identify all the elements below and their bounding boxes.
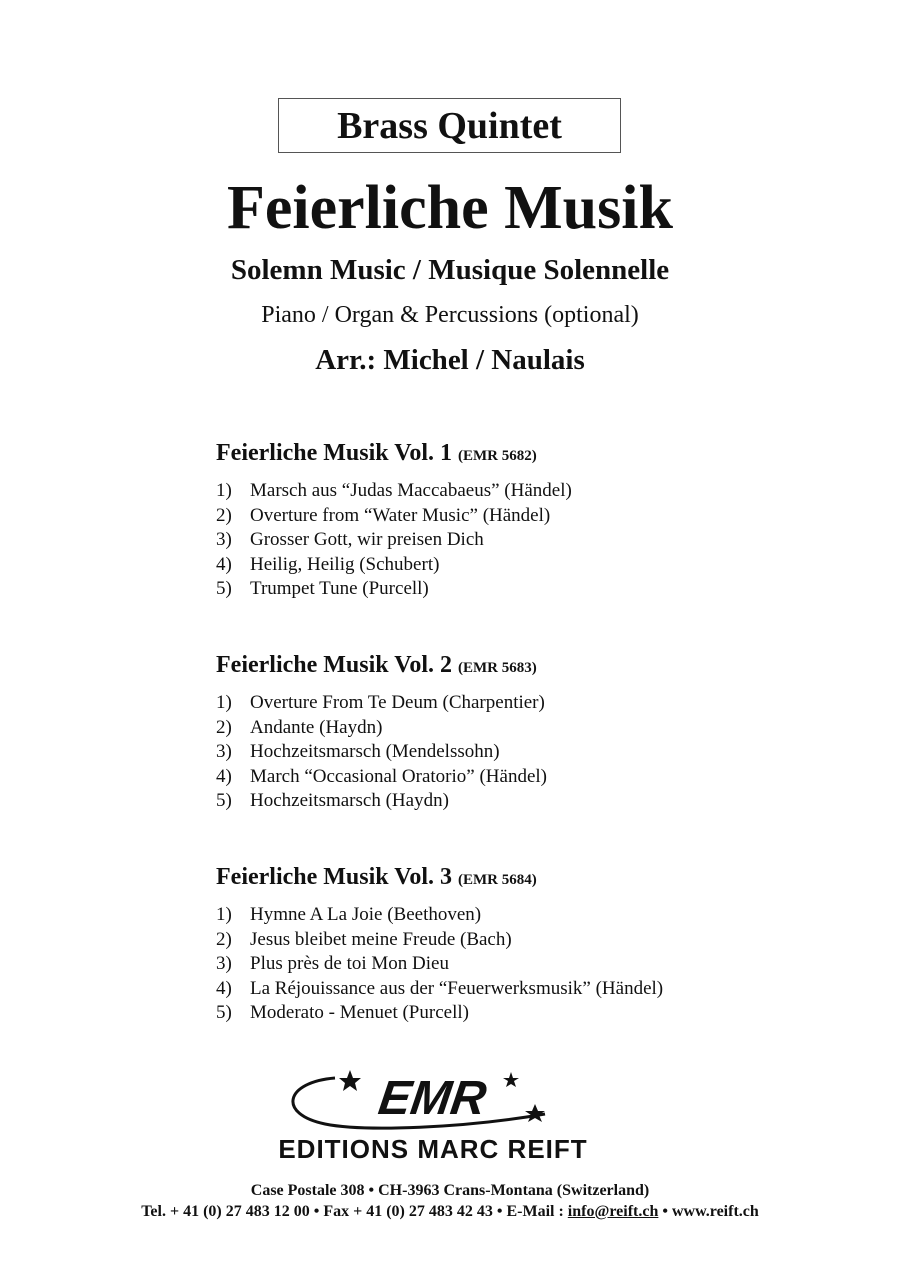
star-icon — [503, 1072, 519, 1087]
list-item — [216, 553, 836, 578]
list-item — [216, 903, 836, 928]
list-item — [216, 765, 836, 790]
track-number: 3) — [216, 953, 232, 974]
list-item — [216, 928, 836, 953]
volume-code: (EMR 5683) — [458, 660, 537, 676]
track-number: 4) — [216, 765, 232, 787]
track-number: 5) — [216, 578, 232, 599]
track-title: Hymne A La Joie (Beethoven) — [250, 904, 482, 925]
volume-code: (EMR 5684) — [458, 872, 537, 888]
list-item — [216, 789, 836, 814]
website-text: • www.reift.ch — [658, 1203, 759, 1220]
track-title: Heilig, Heilig (Schubert) — [250, 553, 440, 575]
track-number: 1) — [216, 692, 232, 713]
track-list — [216, 479, 836, 602]
track-title: Trumpet Tune (Purcell) — [250, 578, 429, 599]
list-item — [216, 504, 836, 529]
track-number: 5) — [216, 1002, 232, 1023]
volume-3 — [216, 862, 836, 1026]
volume-heading — [216, 862, 836, 895]
volume-title: Feierliche Musik Vol. 3 — [216, 864, 452, 890]
volume-heading — [216, 650, 836, 683]
ensemble-box — [278, 98, 621, 153]
volume-1 — [216, 438, 836, 602]
page-title: Feierliche Musik — [227, 174, 673, 242]
email-link[interactable]: info@reift.ch — [567, 1203, 659, 1220]
emr-logo — [215, 1066, 655, 1166]
track-title: Andante (Haydn) — [250, 716, 383, 738]
track-number: 5) — [216, 790, 232, 811]
track-number: 1) — [216, 904, 232, 925]
track-title: Overture From Te Deum (Charpentier) — [250, 692, 545, 713]
track-title: March “Occasional Oratorio” (Händel) — [250, 765, 547, 787]
volume-title: Feierliche Musik Vol. 1 — [216, 440, 452, 466]
track-title: La Réjouissance aus der “Feuerwerksmusik” (Händel) — [250, 977, 664, 999]
track-number: 2) — [216, 504, 232, 526]
star-icon — [339, 1070, 361, 1091]
track-title: Hochzeitsmarsch (Mendelssohn) — [250, 741, 500, 762]
publisher-logo — [215, 1066, 655, 1166]
track-number: 3) — [216, 529, 232, 550]
list-item — [216, 977, 836, 1002]
list-item — [216, 479, 836, 504]
publisher-contact — [0, 1202, 900, 1222]
ensemble-label: Brass Quintet — [337, 104, 562, 147]
list-item — [216, 740, 836, 765]
track-list — [216, 903, 836, 1026]
list-item — [216, 716, 836, 741]
track-number: 2) — [216, 716, 232, 738]
track-title: Jesus bleibet meine Freude (Bach) — [250, 928, 512, 950]
list-item — [216, 691, 836, 716]
track-number: 4) — [216, 977, 232, 999]
volume-title: Feierliche Musik Vol. 2 — [216, 652, 452, 678]
publisher-address: Case Postale 308 • CH-3963 Crans-Montana (Switzerland) — [250, 1182, 650, 1199]
logo-text: EMR — [375, 1071, 490, 1125]
track-title: Hochzeitsmarsch (Haydn) — [250, 790, 449, 811]
publisher-name: EDITIONS MARC REIFT — [278, 1134, 588, 1164]
subtitle: Solemn Music / Musique Solennelle — [230, 254, 670, 286]
track-title: Grosser Gott, wir preisen Dich — [250, 529, 484, 550]
volume-heading — [216, 438, 836, 471]
list-item — [216, 577, 836, 602]
instrumentation: Piano / Organ & Percussions (optional) — [261, 302, 639, 328]
star-icon — [525, 1104, 545, 1122]
track-number: 1) — [216, 480, 232, 501]
track-title: Plus près de toi Mon Dieu — [250, 953, 449, 974]
track-title: Moderato - Menuet (Purcell) — [250, 1002, 469, 1023]
track-number: 2) — [216, 928, 232, 950]
arranger: Arr.: Michel / Naulais — [315, 344, 585, 376]
list-item — [216, 1001, 836, 1026]
track-list — [216, 691, 836, 814]
track-number: 3) — [216, 741, 232, 762]
volume-code: (EMR 5682) — [458, 448, 537, 464]
volume-2 — [216, 650, 836, 814]
contact-phone-fax: Tel. + 41 (0) 27 483 12 00 • Fax + 41 (0) 27 483 42 43 • E-Mail : — [141, 1203, 568, 1220]
track-title: Marsch aus “Judas Maccabaeus” (Händel) — [250, 480, 572, 501]
track-number: 4) — [216, 553, 232, 575]
list-item — [216, 528, 836, 553]
list-item — [216, 952, 836, 977]
track-title: Overture from “Water Music” (Händel) — [250, 504, 551, 526]
